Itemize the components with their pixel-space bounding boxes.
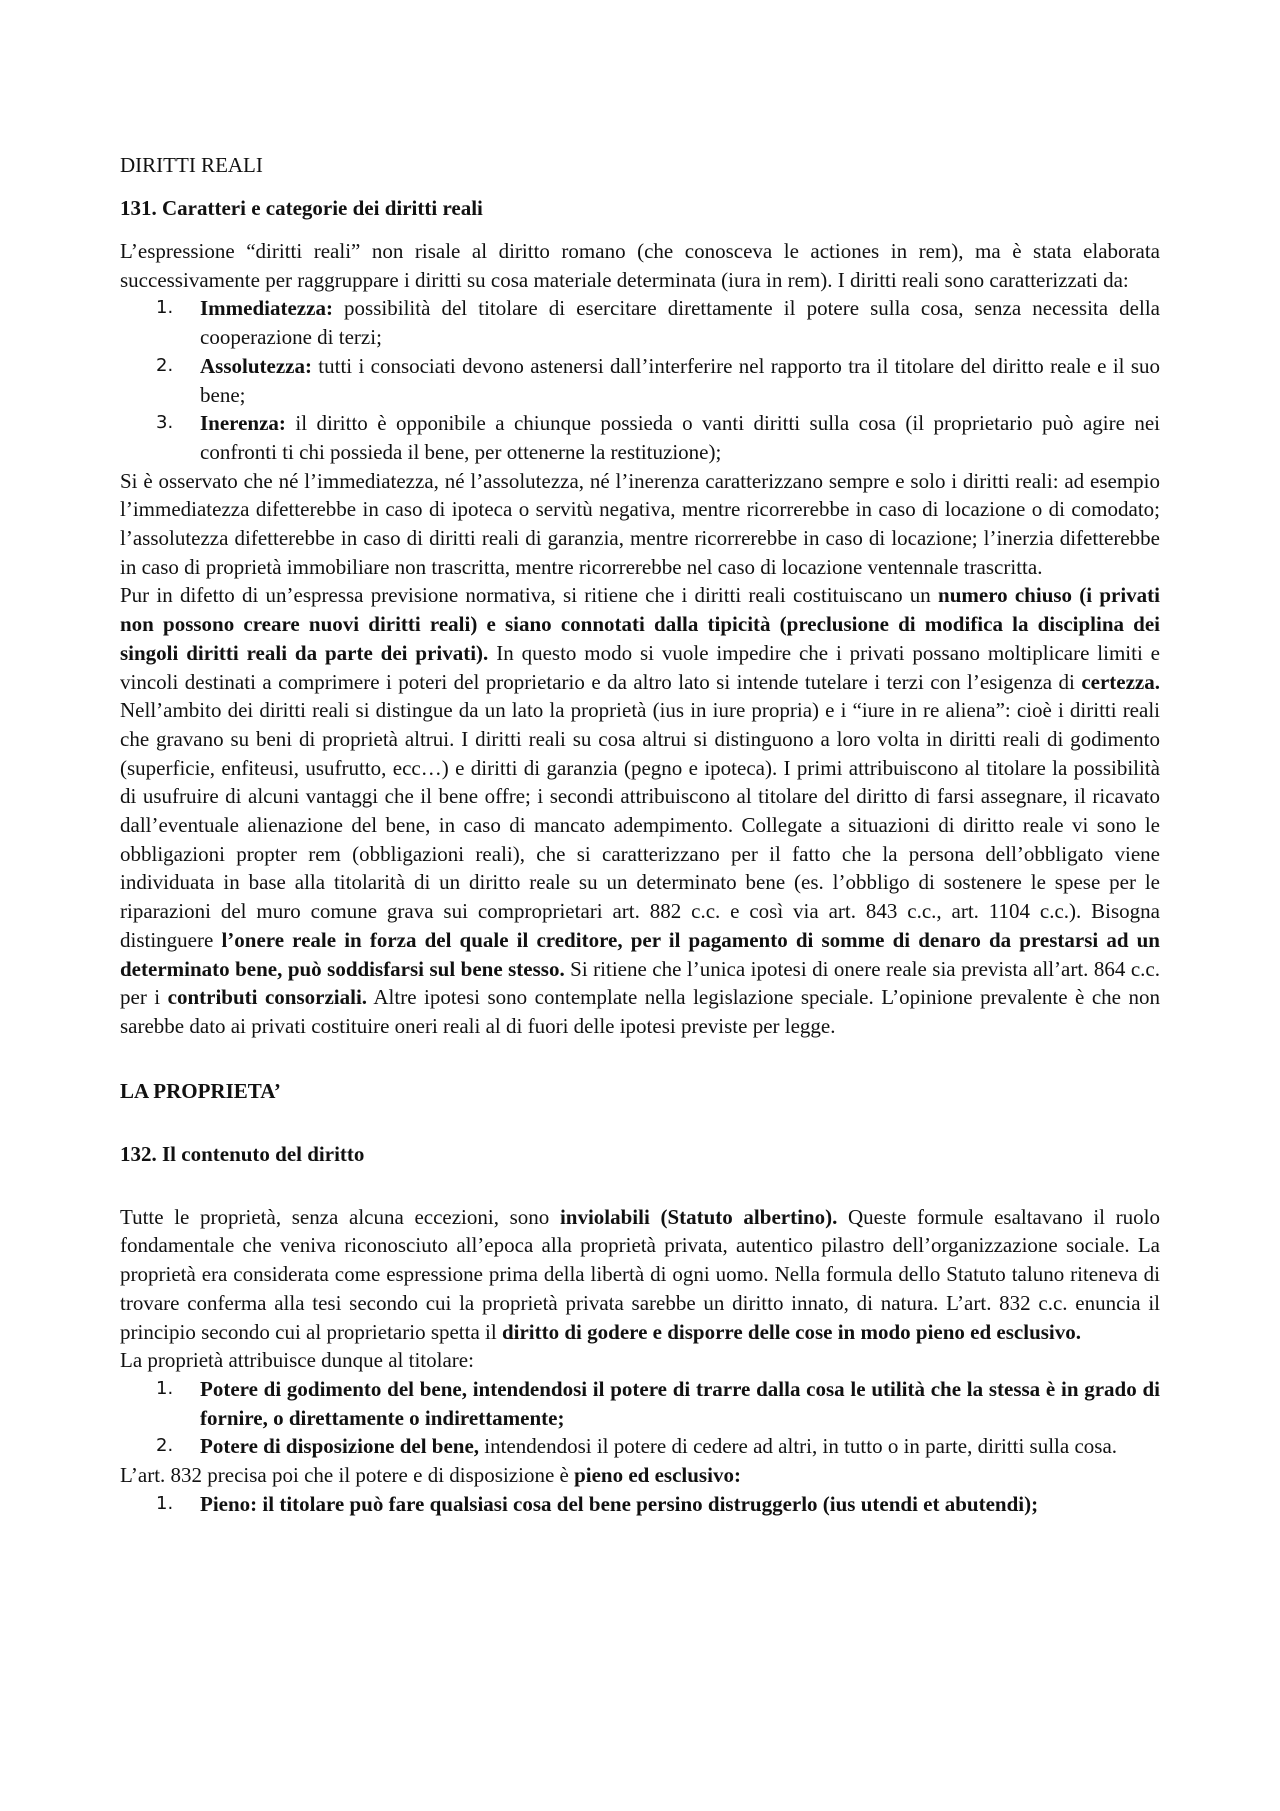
bold-run: pieno ed esclusivo: [574, 1463, 741, 1488]
bold-run: inviolabili (Statuto albertino). [559, 1204, 838, 1229]
paragraph-numerus-clausus [120, 581, 1160, 1040]
list-item-text: il diritto è opponibile a chiunque possieda o vanti diritti sulla cosa (il proprietario può agire nei confronti ti chi possieda il bene, per ottenerne la restituzione); [200, 411, 1160, 464]
text-run: Nell’ambito dei diritti reali si distingue da un lato la proprietà (ius in iure propria) e i “iure in re aliena”: cioè i diritti reali che gravano su beni di proprietà altrui. I diritti reali su cosa altrui si distinguono a loro volta in diritti reali di godimento (superficie, enfiteusi, usufrutto, ecc…) e diritti di garanzia (pegno e ipoteca). I primi attribuiscono al titolare la possibilità di usufruire di alcuni vantaggi che il bene offre; i secondi attribuiscono al titolare del diritto di farsi assegnare, il ricavato dall’eventuale alienazione del bene, in caso di mancato adempimento. Collegate a situazioni di diritto reale vi sono le obbligazioni propter rem (obbligazioni reali), che si caratterizzano per il fatto che la persona dell’obbligato viene individuata in base alla titolarità di un diritto reale su un determinato bene (es. l’obbligo di sostenere le spese per le riparazioni del muro comune grava sui comproprietari art. 882 c.c. e così via art. 843 c.c., art. 1104 c.c.). Bisogna distinguere [120, 698, 1160, 952]
list-item-term: Potere di disposizione del bene, [200, 1434, 480, 1459]
text-run: In questo modo si vuole impedire che i privati possano moltiplicare limiti e vincoli destinati a comprimere i poteri del proprietario e da altro lato si intende tutelare i terzi con l’esigenza di [120, 640, 1160, 694]
qualities-list [120, 1490, 1160, 1519]
list-number: 1. [156, 1377, 174, 1399]
bold-run: certezza. [1081, 669, 1160, 694]
bold-run: diritto di godere e disporre delle cose in modo pieno ed esclusivo. [501, 1319, 1082, 1344]
list-item-term: Pieno: il titolare può fare qualsiasi cosa del bene persino distruggerlo (ius utendi et abutendi); [200, 1491, 1039, 1516]
paragraph-art-832 [120, 1461, 1160, 1490]
list-item-text: possibilità del titolare di esercitare direttamente il potere sulla cosa, senza necessita della cooperazione di terzi; [200, 296, 1160, 350]
list-number: 1. [156, 1492, 174, 1514]
powers-list [120, 1375, 1160, 1461]
attributes-lead: La proprietà attribuisce dunque al titolare: [120, 1348, 474, 1373]
text-run: Si ritiene che l’unica ipotesi di onere reale sia prevista all’art. 864 c.c. per i [120, 956, 1160, 1010]
list-item [120, 1432, 1160, 1461]
bold-run: contributi consorziali. [167, 985, 368, 1010]
text-run: Altre ipotesi sono contemplate nella legislazione speciale. L’opinione prevalente è che non sarebbe dato ai privati costituire oneri reali al di fuori delle ipotesi previste per legge. [120, 985, 1160, 1038]
text-run: Pur in difetto di un’espressa previsione normativa, si ritiene che i diritti reali costituiscano un [120, 583, 939, 608]
list-item-text: tutti i consociati devono astenersi dall’interferire nel rapporto tra il titolare del diritto reale e il suo bene; [200, 353, 1160, 407]
list-item-text: intendendosi il potere di cedere ad altri, in tutto o in parte, diritti sulla cosa. [479, 1434, 1118, 1459]
list-item [120, 1375, 1160, 1432]
paragraph-inviolability [120, 1203, 1160, 1347]
document-title: DIRITTI REALI [120, 153, 263, 177]
part-heading-property: LA PROPRIETA’ [120, 1078, 281, 1103]
list-item-term: Inerenza: [200, 411, 286, 436]
bold-run: l’onere reale in forza del quale il creditore, per il pagamento di somme di denaro da prestarsi ad un determinato bene, può soddisfarsi sul bene stesso. [120, 927, 1160, 981]
list-item-term: Immediatezza: [200, 296, 333, 321]
section-131-heading: 131. Caratteri e categorie dei diritti reali [120, 196, 483, 220]
list-item-term: Assolutezza: [200, 353, 312, 378]
list-number: 2. [156, 1435, 174, 1457]
section-132-heading: 132. Il contenuto del diritto [120, 1141, 365, 1166]
characteristics-list [120, 294, 1160, 466]
text-run: Queste formule esaltavano il ruolo fondamentale che veniva riconosciuto all’epoca alla proprietà privata, autentico pilastro dell’organizzazione sociale. La proprietà era considerata come espressione prima della libertà di ogni uomo. Nella formula dello Statuto taluno riteneva di trovare conferma alla tesi secondo cui la proprietà privata sarebbe un diritto innato, di natura. L’art. 832 c.c. enuncia il principio secondo cui al proprietario spetta il [120, 1204, 1160, 1344]
list-item [120, 352, 1160, 409]
section-131-intro: L’espressione “diritti reali” non risale al diritto romano (che conosceva le actiones in rem), ma è stata elaborata successivamente per raggruppare i diritti su cosa materiale determinata (iura in rem). I diritti reali sono caratterizzati da: [120, 239, 1160, 292]
list-number: 2. [156, 354, 174, 376]
list-item-term: Potere di godimento del bene, intendendosi il potere di trarre dalla cosa le utilità che la stessa è in grado di fornire, o direttamente o indirettamente; [200, 1376, 1160, 1430]
list-item [120, 1490, 1160, 1519]
list-number: 1. [156, 297, 174, 319]
list-item [120, 409, 1160, 466]
text-run: L’art. 832 precisa poi che il potere e di disposizione è [120, 1463, 575, 1488]
bold-run: numero chiuso (i privati non possono creare nuovi diritti reali) e siano connotati dalla tipicità (preclusione di modifica la disciplina dei singoli diritti reali da parte dei privati). [120, 583, 1160, 665]
list-item [120, 294, 1160, 351]
paragraph-observation: Si è osservato che né l’immediatezza, né l’assolutezza, né l’inerenza caratterizzano sempre e solo i diritti reali: ad esempio l’immediatezza difetterebbe in caso di ipoteca o servitù negativa, mentre ricorrerebbe in caso di locazione o di comodato; l’assolutezza difetterebbe in caso di diritti reali di garanzia, mentre ricorrerebbe in caso di locazione; l’inerzia difetterebbe in caso di proprietà immobiliare non trascritta, mentre ricorrerebbe nel caso di locazione ventennale trascritta. [120, 468, 1160, 579]
list-number: 3. [156, 412, 174, 434]
text-run: Tutte le proprietà, senza alcuna eccezioni, sono [120, 1204, 560, 1229]
